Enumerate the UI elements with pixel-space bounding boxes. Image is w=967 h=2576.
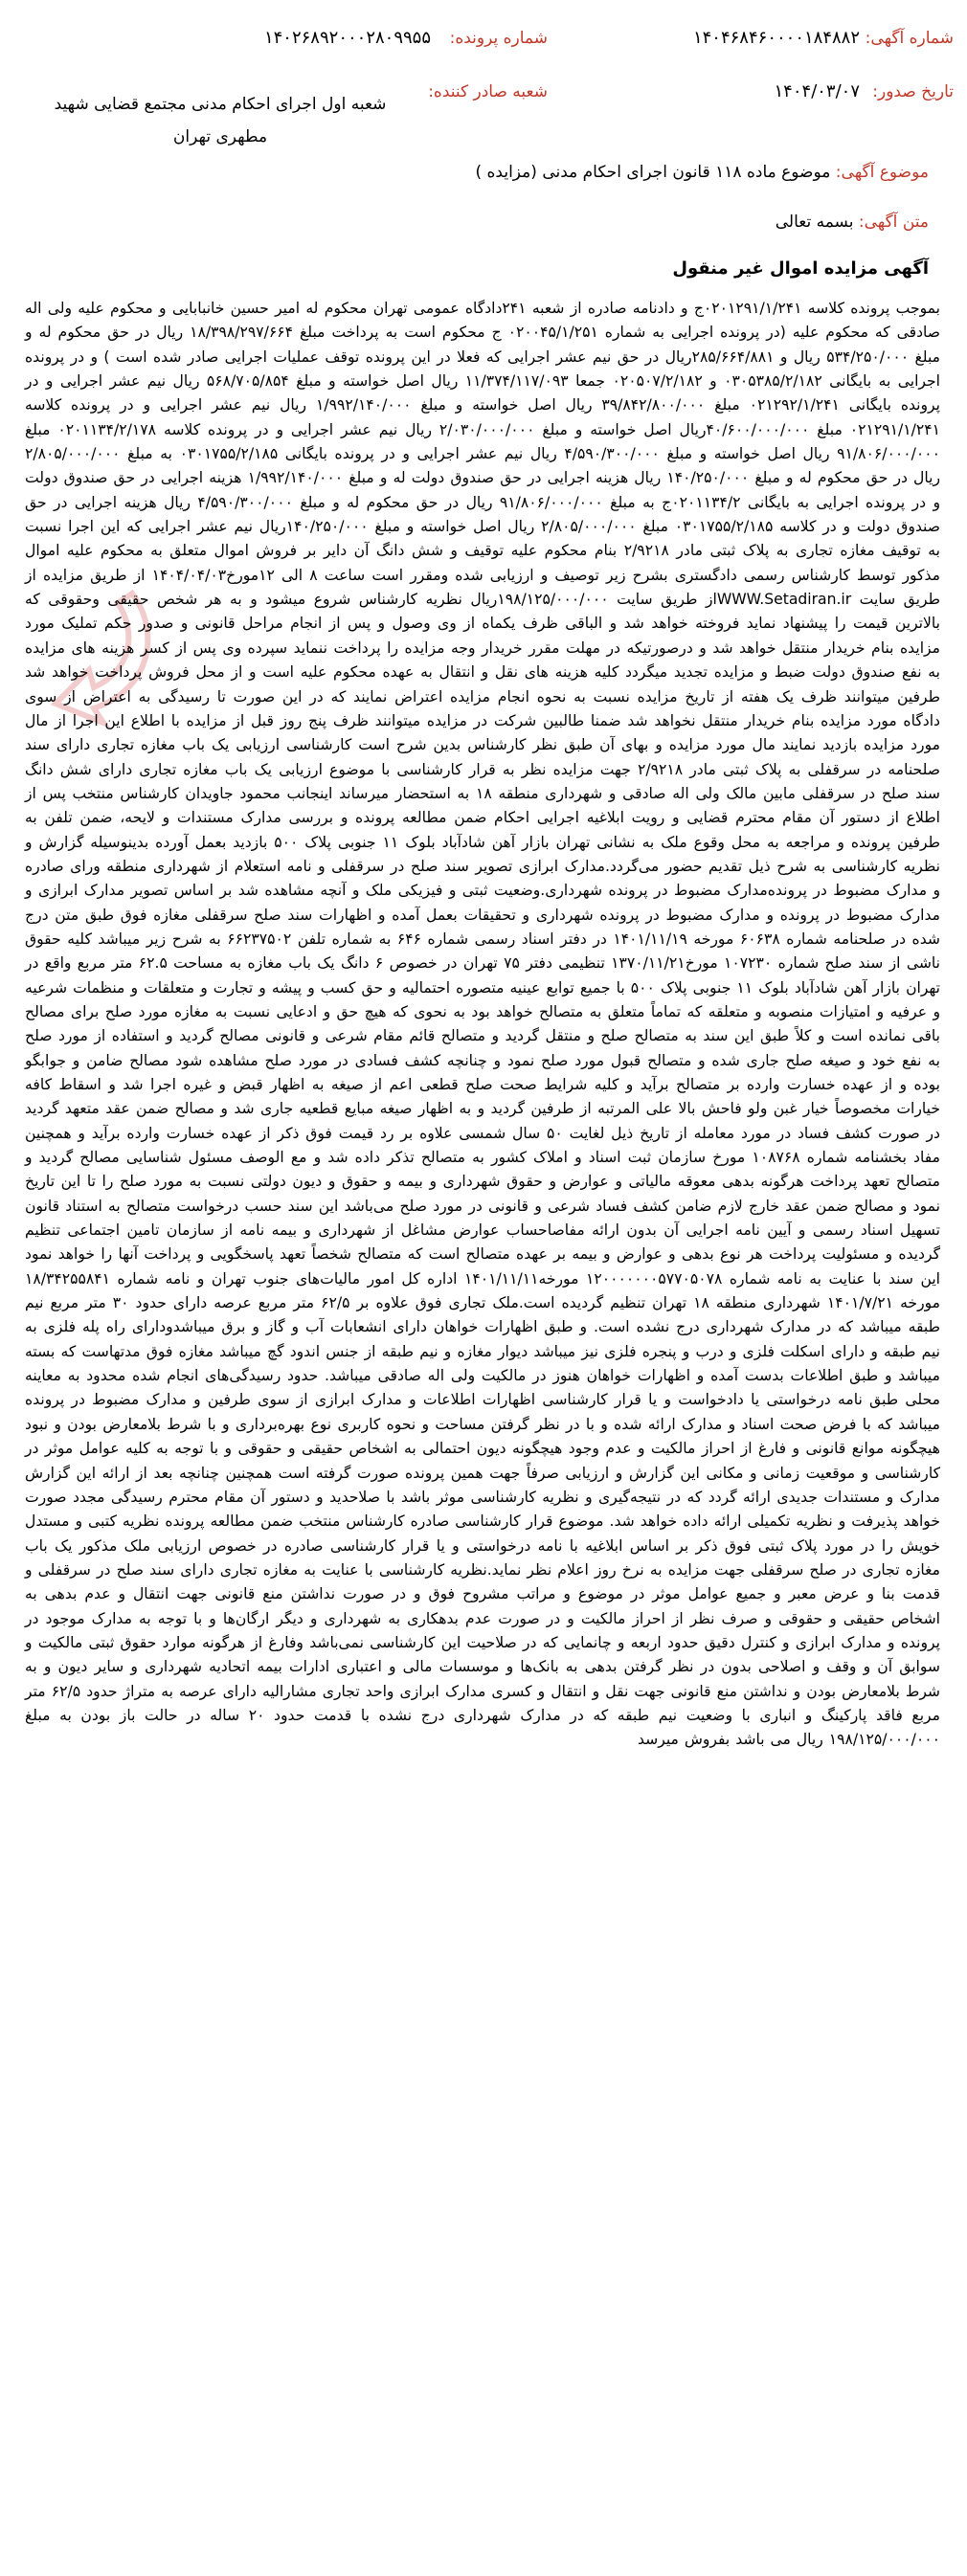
body-label-section: [29, 213, 929, 232]
issuer-label: شعبه صادر کننده:: [428, 82, 548, 101]
subject-label: موضوع آگهی:: [835, 163, 929, 182]
body-opening: بسمه تعالی: [775, 213, 854, 232]
body-label: متن آگهی:: [858, 213, 929, 232]
issuing-branch: شعبه اول اجرای احکام مدنی مجتمع قضایی شهید مطهری تهران: [54, 95, 387, 146]
issue-date: ۱۴۰۴/۰۳/۰۷: [774, 81, 860, 101]
case-number: ۱۴۰۲۶۸۹۲۰۰۰۲۸۰۹۹۵۵: [263, 28, 431, 48]
notice-body: بموجب پرونده کلاسه ۰۲۰۱۲۹۱/۱/۲۴۱ج و دادنامه صادره از شعبه ۲۴۱دادگاه عمومی تهران محکوم له امیر حسین خانبابایی و محکوم علیه ولی اله صادقی که محکوم علیه (در پرونده اجرایی به شماره ۰۲۰۰۴۵/۱/۲۵۱ ج محکوم است به پرداخت مبلغ ۱۸/۳۹۸/۲۹۷/۶۶۴ ریال در حق محکوم له و مبلغ ۵۳۴/۲۵۰/۰۰۰ ریال و ۲۸۵/۶۶۴/۸۸۱ریال در حق نیم عشر اجرایی که فعلا در این پرونده توقف عملیات اجرایی صادر شده است ) و در پرونده اجرایی به بایگانی ۰۳۰۵۳۸۵/۲/۱۸۲ و ۰۲۰۵۰۷/۲/۱۸۲ جمعا ۱۱/۳۷۴/۱۱۷/۰۹۳ ریال اصل خواسته و مبلغ ۵۶۸/۷۰۵/۸۵۴ ریال نیم عشر اجرایی و در پرونده بایگانی ۰۲۱۲۹۲/۱/۲۴۱ مبلغ ۳۹/۸۴۲/۸۰۰/۰۰۰ ریال اصل خواسته و مبلغ ۱/۹۹۲/۱۴۰/۰۰۰ ریال نیم عشر اجرایی و در پرونده کلاسه ۰۲۱۲۹۱/۱/۲۴۱ مبلغ ۴۰/۶۰۰/۰۰۰/۰۰۰ریال اصل خواسته و مبلغ ۲/۰۳۰/۰۰۰/۰۰۰ ریال نیم عشر اجرایی و در پرونده کلاسه ۰۲۰۱۱۳۴/۲/۱۷۸ مبلغ ۹۱/۸۰۶/۰۰۰/۰۰۰ ریال اصل خواسته و مبلغ ۴/۵۹۰/۳۰۰/۰۰۰ ریال نیم عشر اجرایی و در پرونده بایگانی ۰۳۰۱۷۵۵/۲/۱۸۵ به مبلغ ۲/۸۰۵/۰۰۰/۰۰۰ ریال در حق محکوم له و مبلغ ۱۴۰/۲۵۰/۰۰۰ ریال هزینه اجرایی در حق صندوق دولت له و مبلغ ۱/۹۹۲/۱۴۰/۰۰۰ هزینه اجرایی در حق صندوق دولت و در پرونده اجرایی به بایگانی ۰۲۰۱۱۳۴/۲ج به مبلغ ۹۱/۸۰۶/۰۰۰/۰۰۰ ریال در حق محکوم له و مبلغ ۴/۵۹۰/۳۰۰/۰۰۰ ریال هزینه اجرایی در حق صندوق دولت و در کلاسه ۰۳۰۱۷۵۵/۲/۱۸۵ مبلغ ۲/۸۰۵/۰۰۰/۰۰۰ ریال اصل خواسته و مبلغ ۱۴۰/۲۵۰/۰۰۰ریال نیم عشر اجرایی که این اجرا نسبت به توقیف مغازه تجاری به پلاک ثبتی مادر ۲/۹۲۱۸ بنام محکوم علیه توقیف و شش دانگ آن دایر بر فروش اموال متعلق به محکوم علیه اموال مذکور توسط کارشناس رسمی دادگستری بشرح زیر توصیف و ارزیابی شده ومقرر است ساعت ۸ الی ۱۲مورخ۱۴۰۴/۰۴/۰۳ از طریق مزایده از طریق سایت WWW.Setadiran.irاز طریق سایت ۱۹۸/۱۲۵/۰۰۰/۰۰۰ریال نظریه کارشناس شروع میشود و به هر شخص حقیقی وحقوقی که بالاترین قیمت را پیشنهاد نماید فروخته خواهد شد و الباقی ظرف یکماه از وی وصول و پس از انجام مراحل قانونی و صدور حکم تملیک مورد مزایده بنام خریدار منتقل خواهد شد و درصورتیکه در مهلت مقرر خریدار وجه مزایده را پرداخت ننماید سپرده وی پس از کسر هزینه های مزایده به نفع صندوق دولت ضبط و مزایده تجدید میگردد کلیه هزینه های نقل و انتقال به عهده محکوم علیه است و از محل فروش پرداخت خواهد شد طرفین میتوانند ظرف یک هفته از تاریخ مزایده نسبت به نحوه انجام مزایده اعتراض نمایند که در این صورت تا رسیدگی به اعتراض از سوی دادگاه مورد مزایده بنام خریدار منتقل نخواهد شد ضمنا طالبین شرکت در مزایده میتوانند ظرف پنج روز قبل از مزایده با اطلاع این اجرا از مال مورد مزایده بازدید نمایند مال مورد مزایده و بهای آن طبق نظر کارشناس بدین شرح است کارشناسی ارزیابی یک باب مغازه تجاری دارای سند صلحنامه در سرقفلی به پلاک ثبتی مادر ۲/۹۲۱۸ جهت مزایده نظر به قرار کارشناسی با موضوع ارزیابی یک باب مغازه تجاری دارای شش دانگ سند صلح در سرقفلی مابین مالک ولی اله صادقی و شهرداری منطقه ۱۸ به استحضار میرساند اینجانب محمود جاویدان کارشناس منتخب پس از اطلاع از دستور آن مقام محترم قضایی و رویت ابلاغیه اجرایی احکام ضمن مطالعه پرونده و بررسی مدارک مستندات و لایحه، ضمن تلفن به طرفین پرونده و مراجعه به محل وقوع ملک به نشانی تهران بازار آهن شادآباد بلوک ۱۱ جنوبی پلاک ۵۰۰ بازدید بعمل آورده بدینوسیله گزارش و نظریه کارشناسی به شرح ذیل تقدیم حضور می‌گردد.مدارک ابرازی تصویر سند صلح در سرقفلی و نامه استعلام از شهرداری منطقه ورای صادره و مدارک مضبوط در پرونده‌مدارک مضبوط در پرونده شهرداری.وضعیت ثبتی و فیزیکی ملک و آنچه مشاهده شد بر اساس تصویر مدارک ابرازی و مدارک مضبوط در پرونده و مدارک مضبوط در پرونده شهرداری و تحقیقات بعمل آمده و اظهارات سند صلح سرقفلی مغازه فوق طبق متن درج شده در صلحنامه شماره ۶۰۶۳۸ مورخه ۱۴۰۱/۱۱/۱۹ در دفتر اسناد رسمی شماره ۶۴۶ به شماره تلفن ۶۶۲۳۷۵۰۲ به شرح زیر میباشد کلیه حقوق ناشی از سند صلح شماره ۱۰۷۲۳۰ مورخ۱۳۷۰/۱۱/۲۱ تنظیمی دفتر ۷۵ تهران در خصوص ۶ دانگ یک باب مغازه به مساحت ۶۲.۵ متر مربع واقع در تهران بازار آهن شادآباد بلوک ۱۱ جنوبی پلاک ۵۰۰ با جمیع توابع عینیه متصوره احتمالیه و حق کسب و پیشه و تجارت و متعلقات و منظمات شرعیه و عرفیه و امتیازات منصوبه و متعلقه که تماماً متعلق به متصالح خواهد بود به نحوی که هیچ حق و ادعایی نسبت به مغازه مورد صلح برای مصالح باقی نمانده است و کلاً طبق این سند به متصالح صلح و منتقل گردید و متصالح قائم مقام شرعی و قانونی مصالح گردید و استفاده از مورد صلح به نفع خود و صیغه صلح جاری شده و متصالح قبول مورد صلح نمود و چنانچه کشف فسادی در مورد صلح مشاهده شود مصالح ضامن و جوابگو بوده و از عهده خسارت وارده بر متصالح برآید و کلیه شرایط صحت صلح قطعی اعم از صیغه به اظهار قبض و غیره اجرا شد و اسقاط کافه خیارات مخصوصاً خیار غبن ولو فاحش بالا علی المرتبه از طرفین گردید و به اظهار صیغه مبایع قطعیه جاری شد و مصالح ضمن عقد متعهد گردید در صورت کشف فساد در مورد معامله از تاریخ ذیل لغایت ۵۰ سال شمسی علاوه بر رد قیمت فوق ذکر از عهده خسارت وارده برآید و همچنین مفاد بخشنامه شماره ۱۰۸۷۶۸ مورخ سازمان ثبت اسناد و املاک کشور به متصالح تذکر داده شد و مع الوصف مسئول شناسایی مصالح گردید و متصالح تعهد پرداخت هرگونه بدهی معوقه مالیاتی و عوارض و حقوق شهرداری و بیمه و حقوق و دیون دولتی نسبت به مورد صلح را تا این تاریخ نمود و مصالح ضمن عقد خارج لازم ضامن کشف فساد شرعی و قانونی در مورد صلح می‌باشد این سند حسب درخواست متصالح به استناد قانون تسهیل اسناد رسمی و آیین نامه اجرایی آن بدون ارائه مفاصاحساب عوارض مشاغل از شهرداری و بیمه نامه از سازمان تامین اجتماعی تنظیم گردیده و مسئولیت پرداخت هر نوع بدهی و عوارض و بیمه بر عهده متصالح است که متصالح شخصاً تعهد پاسخگویی و پرداخت آنها را خواهد نمود این سند با عنایت به نامه شماره ۱۲۰۰۰۰۰۰۰۵۷۷۰۵۰۷۸ مورخه۱۴۰۱/۱۱/۱۱ اداره کل امور مالیات‌های جنوب تهران و نامه شماره ۱۸/۳۴۲۵۵۸۴۱ مورخه ۱۴۰۱/۷/۲۱ شهرداری منطقه ۱۸ تهران تنظیم گردیده است.ملک تجاری فوق علاوه بر ۶۲/۵ متر مربع عرصه دارای حدود ۳۰ متر مربع نیم طبقه میباشد که در مدارک شهرداری درج نشده است. و طبق اظهارات خواهان دارای انشعابات آب و گاز و برق میباشدودارای راه پله فلزی به نیم طبقه و دارای اسکلت فلزی و درب و پنجره فلزی نیز میباشد دیوار مغازه و نیم طبقه از جنس اندود گچ میباشد مغازه فوق مدتهاست که بسته میباشد و طبق اطلاعات بدست آمده و اظهارات خواهان هنوز در مالکیت ولی اله صادقی میباشد. حدود رسیدگی‌های انجام شده محدود به معاینه محلی طبق نامه درخواستی یا دادخواست و یا قرار کارشناسی اظهارات اطلاعات و مدارک ابرازی از سوی طرفین و مدارک مضبوط در پرونده میباشد که با فرض صحت اسناد و مدارک ارائه شده و با در نظر گرفتن مساحت و نحوه کاربری نوع بهره‌برداری و با شرط بلامعارض بودن و نبود هیچگونه موانع قانونی و فارغ از احراز مالکیت و عدم وجود هیچگونه دیون احتمالی به اشخاص حقیقی و حقوقی و با توجه به کلیه عوامل موثر در کارشناسی و موقعیت زمانی و مکانی این گزارش و ارزیابی صرفاً جهت همین پرونده صورت گرفته است همچنین چنانچه بعد از ارائه این گزارش مدارک و مستندات جدیدی ارائه گردد که در نتیجه‌گیری و نظریه کارشناسی موثر باشد با صلاحدید و دستور آن مقام محترم رسیدگی مجدد صورت خواهد پذیرفت و نظریه تکمیلی ارائه داده خواهد شد. موضوع قرار کارشناسی صادره کارشناس منتخب ضمن مطالعه پرونده نظریه کتبی و مستدل خویش را در مورد پلاک ثبتی فوق ذکر بر اساس ابلاغیه با نامه درخواستی و یا قرار کارشناسی صادره در خصوص ارزیابی ملک مذکور یک باب مغازه تجاری در صلح سرقفلی جهت مزایده به نرخ روز اعلام نظر نماید.نظریه کارشناسی با عنایت به مغازه تجاری دارای سند صلح در سرقفلی و قدمت بنا و عرض معبر و جمیع عوامل موثر در موضوع و مراتب مشروح فوق و در صورت نداشتن منع قانونی جهت انتقال و عدم بدهی به اشخاص حقیقی و حقوقی و صرف نظر از احراز مالکیت و در صورت عدم بدهکاری به شهرداری و دیگر ارگان‌ها و با توجه به مدارک موجود در پرونده و مدارک ابرازی و کنترل دقیق حدود اربعه و چانمایی که در صلاحیت این کارشناسی نمی‌باشد وفارغ از هرگونه موارد حقوق ثبتی مالکیت و سوابق آن و وقف و اصلاحی بدون در نظر گرفتن بدهی به بانک‌ها و موسسات مالی و اعتباری ادارات بیمه اتحادیه شهرداری و سایر دیون و به شرط بلامعارض بودن و نداشتن منع قانونی جهت نقل و انتقال و کسری مدارک ابرازی واحد تجاری مشارالیه دارای عرصه به متراژ حدود ۶۲/۵ متر مربع فاقد پارکینگ و انباری با وضعیت نیم طبقه که در مدارک شهرداری درج نشده با قدمت حدود ۲۰ ساله در حالت باز بودن به مبلغ ۱۹۸/۱۲۵/۰۰۰/۰۰۰ ریال می باشد بفروش میرسد: [25, 300, 941, 1749]
case-number-label: شماره پرونده:: [449, 29, 548, 48]
ad-number: ۱۴۰۴۶۸۴۶۰۰۰۰۱۸۴۸۸۲: [692, 28, 860, 48]
subject-text: موضوع ماده ۱۱۸ قانون اجرای احکام مدنی (مزایده ): [475, 163, 831, 182]
notice-title: آگهی مزایده اموال غیر منقول: [672, 258, 929, 279]
subject-section: [29, 163, 929, 182]
ad-number-label: شماره آگهی:: [865, 29, 954, 48]
issue-date-label: تاریخ صدور:: [872, 82, 954, 101]
